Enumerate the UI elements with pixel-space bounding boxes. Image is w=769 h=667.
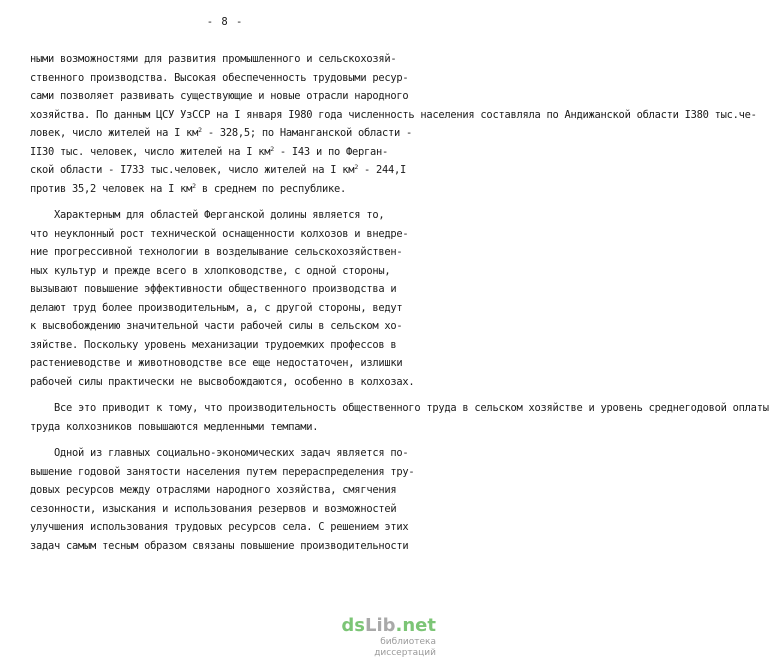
text-line: Характерным для областей Ферганской долины является то, [30,209,385,221]
paragraph-3 [30,399,769,436]
text-line: сами позволяет развивать существующие и новые отрасли народного [30,90,409,102]
text-line: ных культур и прежде всего в хлопководстве, с одной стороны, [30,264,391,277]
text-line: растениеводстве и животноводстве все еще недостаточен, излишки [30,357,403,369]
text-line: сезонности, изыскания и использования резервов и возможностей [30,502,397,515]
logo-part-ds: ds [341,615,365,636]
text-line: Одной из главных социально-экономических задач является по- [30,447,409,459]
text-line: к высвобождению значительной части рабочей силы в сельском хо- [30,320,403,332]
page-number: - 8 - [206,16,244,28]
text-line: ние прогрессивной технологии в возделывание сельскохозяйствен- [30,246,403,258]
logo-part-lib: Lib [365,615,396,636]
text-line: труда колхозников повышаются медленными темпами. [30,420,319,433]
text-line: вышение годовой занятости населения путем перераспределения тру- [30,465,415,478]
dslib-logo [316,616,436,636]
text-line: ными возможностями для развития промышленного и сельскохозяй- [30,53,397,65]
text-line: ственного производства. Высокая обеспеченность трудовыми ресур- [30,71,409,84]
text-line: рабочей силы практически не высвобождаются, особенно в колхозах. [30,375,415,388]
text-line: Все это приводит к тому, что производительность общественного труда в сельском хозяйстве и уровень среднегодовой оплаты [30,402,769,414]
watermark-caption: библиотека диссертаций [374,637,436,658]
text-line: что неуклонный рост технической оснащенности колхозов и внедре- [30,227,409,240]
paragraph-1 [30,50,757,198]
paragraph-4 [30,444,440,555]
text-line: ловек, число жителей на I $км^2 - 328,5$; по Наманганской области - [30,126,413,139]
text-line: вызывают повышение эффективности общественного производства и [30,283,397,295]
logo-part-net: .net [395,615,436,636]
watermark[interactable] [316,616,436,659]
text-line: довых ресурсов между отраслями народного хозяйства, смягчения [30,484,397,496]
text-line: зяйстве. Поскольку уровень механизации трудоемких профессов в [30,338,397,351]
paragraph-2 [30,206,440,391]
text-line: задач самым тесным образом связаны повышение производительности [30,539,409,552]
text-line: улучшения использования трудовых ресурсов села. С решением этих [30,521,409,533]
text-line: делают труд более производительным, а, с другой стороны, ведут [30,301,403,314]
text-line: ской области - I733 тыс.человек, число жителей на I $км^2 - 244,I$ [30,163,407,176]
text-line: против 35,2 человек на I $км^2$ в среднем по республике. [30,181,346,195]
text-line: II30 тыс. человек, число жителей на I $км^2 - I43$ и по Ферган- [30,144,389,158]
text-line: хозяйства. По данным ЦСУ УзССР на I января I980 года численность населения составляла по Андижанской области I380 тыс.че- [30,108,757,121]
document-body [30,50,769,555]
